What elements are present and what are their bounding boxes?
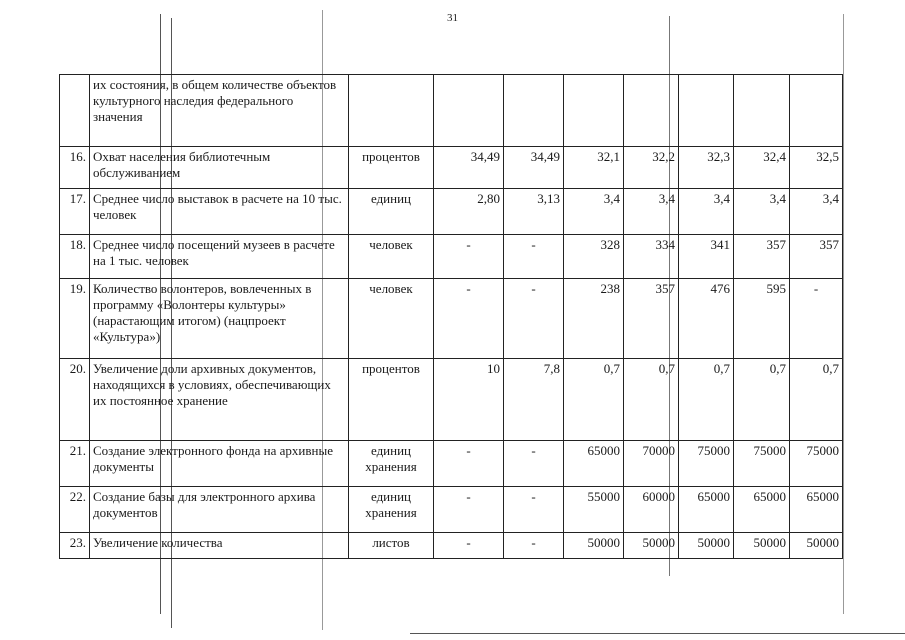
indicator-name: Создание электронного фонда на архивные документы — [90, 441, 349, 487]
value-cell: 32,5 — [790, 147, 843, 189]
value-cell: 3,4 — [679, 189, 734, 235]
value-cell: 32,1 — [564, 147, 624, 189]
value-cell: - — [434, 487, 504, 533]
value-cell: 50000 — [624, 533, 679, 559]
value-cell — [504, 75, 564, 147]
value-cell: - — [504, 441, 564, 487]
scan-line — [410, 633, 905, 634]
value-cell: - — [504, 487, 564, 533]
value-cell: 476 — [679, 279, 734, 359]
value-cell: 50000 — [734, 533, 790, 559]
row-number: 19. — [60, 279, 90, 359]
table-row — [60, 359, 843, 441]
table-row — [60, 487, 843, 533]
table-row — [60, 533, 843, 559]
indicator-name: Среднее число выставок в расчете на 10 тыс. человек — [90, 189, 349, 235]
table-row — [60, 279, 843, 359]
value-cell: 3,4 — [624, 189, 679, 235]
row-number: 23. — [60, 533, 90, 559]
unit-cell: процентов — [349, 359, 434, 441]
value-cell: 357 — [734, 235, 790, 279]
unit-cell: процентов — [349, 147, 434, 189]
value-cell: 0,7 — [790, 359, 843, 441]
indicators-table — [59, 74, 843, 559]
value-cell: 65000 — [734, 487, 790, 533]
scan-line — [843, 14, 844, 614]
value-cell: 238 — [564, 279, 624, 359]
value-cell: - — [790, 279, 843, 359]
value-cell — [679, 75, 734, 147]
unit-cell: единиц хранения — [349, 487, 434, 533]
value-cell: 70000 — [624, 441, 679, 487]
unit-cell — [349, 75, 434, 147]
table-row — [60, 441, 843, 487]
value-cell: 60000 — [624, 487, 679, 533]
value-cell: 341 — [679, 235, 734, 279]
table-row — [60, 147, 843, 189]
value-cell: 55000 — [564, 487, 624, 533]
unit-cell: листов — [349, 533, 434, 559]
unit-cell: единиц хранения — [349, 441, 434, 487]
value-cell: 65000 — [564, 441, 624, 487]
value-cell: 75000 — [679, 441, 734, 487]
value-cell: 0,7 — [679, 359, 734, 441]
value-cell: 2,80 — [434, 189, 504, 235]
value-cell: 3,4 — [564, 189, 624, 235]
value-cell — [790, 75, 843, 147]
value-cell: 357 — [790, 235, 843, 279]
value-cell: 50000 — [790, 533, 843, 559]
indicator-name: Создание базы для электронного архива документов — [90, 487, 349, 533]
value-cell: - — [434, 533, 504, 559]
row-number: 18. — [60, 235, 90, 279]
value-cell: 3,4 — [734, 189, 790, 235]
table-row — [60, 75, 843, 147]
value-cell: - — [434, 235, 504, 279]
value-cell: 357 — [624, 279, 679, 359]
value-cell: - — [434, 279, 504, 359]
value-cell — [564, 75, 624, 147]
value-cell: 32,4 — [734, 147, 790, 189]
indicator-name: Количество волонтеров, вовлеченных в программу «Волонтеры культуры» (нарастающим итогом) (нацпроект «Культура») — [90, 279, 349, 359]
row-number: 17. — [60, 189, 90, 235]
unit-cell: человек — [349, 279, 434, 359]
indicator-name: Увеличение количества — [90, 533, 349, 559]
value-cell: 10 — [434, 359, 504, 441]
value-cell: 50000 — [679, 533, 734, 559]
unit-cell: единиц — [349, 189, 434, 235]
row-number: 22. — [60, 487, 90, 533]
value-cell: 328 — [564, 235, 624, 279]
value-cell: - — [504, 533, 564, 559]
value-cell: 65000 — [790, 487, 843, 533]
indicator-name: Увеличение доли архивных документов, находящихся в условиях, обеспечивающих их постоянное хранение — [90, 359, 349, 441]
row-number — [60, 75, 90, 147]
value-cell — [624, 75, 679, 147]
row-number: 21. — [60, 441, 90, 487]
value-cell: 65000 — [679, 487, 734, 533]
value-cell: 0,7 — [734, 359, 790, 441]
indicator-name: Среднее число посещений музеев в расчете на 1 тыс. человек — [90, 235, 349, 279]
value-cell: 0,7 — [564, 359, 624, 441]
row-number: 16. — [60, 147, 90, 189]
value-cell: 34,49 — [434, 147, 504, 189]
table-row — [60, 235, 843, 279]
indicator-name: Охват населения библиотечным обслуживанием — [90, 147, 349, 189]
row-number: 20. — [60, 359, 90, 441]
value-cell: 3,4 — [790, 189, 843, 235]
value-cell: 50000 — [564, 533, 624, 559]
value-cell: - — [504, 235, 564, 279]
unit-cell: человек — [349, 235, 434, 279]
value-cell: - — [504, 279, 564, 359]
value-cell — [734, 75, 790, 147]
value-cell: 32,3 — [679, 147, 734, 189]
value-cell: - — [434, 441, 504, 487]
value-cell: 595 — [734, 279, 790, 359]
value-cell: 34,49 — [504, 147, 564, 189]
value-cell: 0,7 — [624, 359, 679, 441]
value-cell: 334 — [624, 235, 679, 279]
value-cell: 3,13 — [504, 189, 564, 235]
indicator-name: их состояния, в общем количестве объектов культурного наследия федерального значения — [90, 75, 349, 147]
value-cell: 7,8 — [504, 359, 564, 441]
value-cell — [434, 75, 504, 147]
table-row — [60, 189, 843, 235]
value-cell: 75000 — [734, 441, 790, 487]
value-cell: 75000 — [790, 441, 843, 487]
page-number: 31 — [447, 12, 458, 24]
value-cell: 32,2 — [624, 147, 679, 189]
